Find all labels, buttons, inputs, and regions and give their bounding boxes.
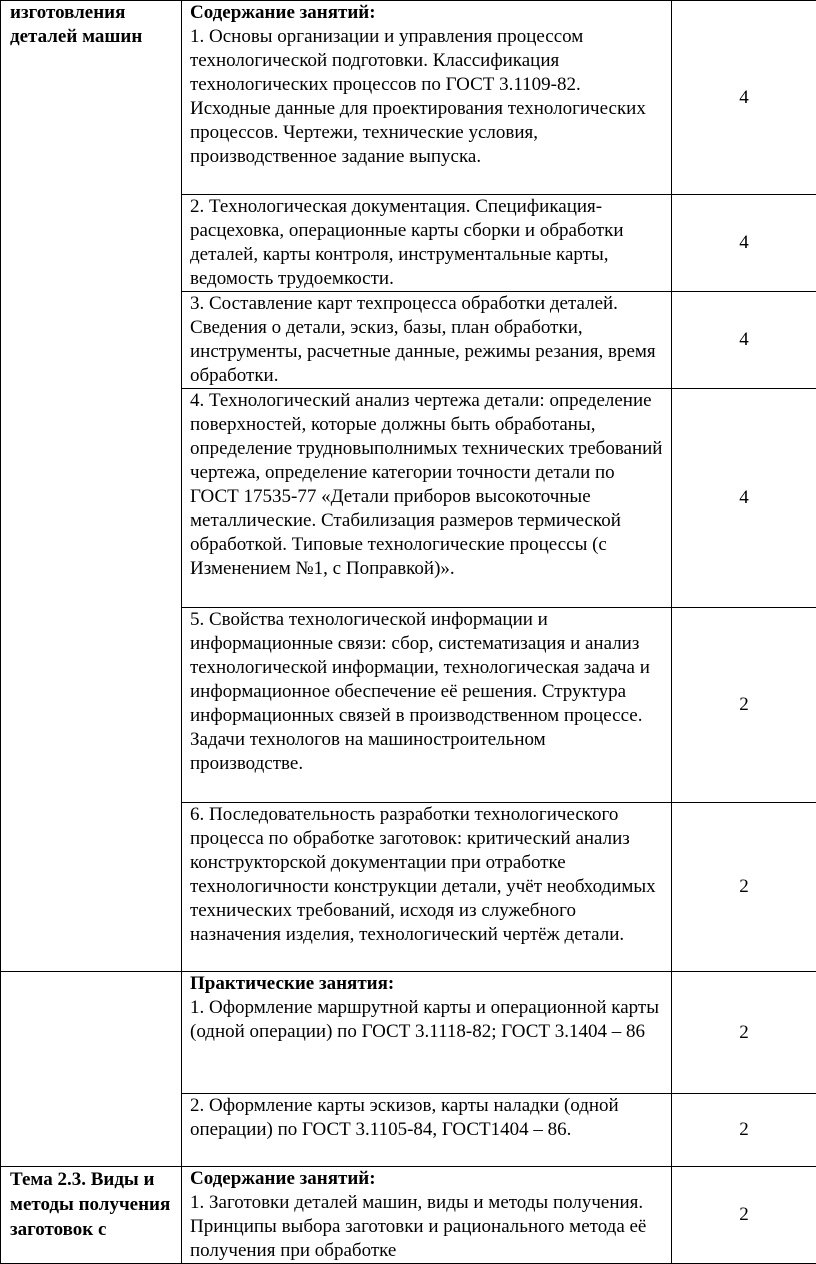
content-cell xyxy=(182,1,672,195)
lesson-text: 1. Заготовки деталей машин, виды и методы получения. Принципы выбора заготовки и рационального метода её получения при обработке xyxy=(190,1191,663,1263)
content-cell xyxy=(182,195,672,292)
hours-value: 2 xyxy=(739,1119,749,1140)
content-cell xyxy=(182,803,672,972)
content-cell xyxy=(182,389,672,608)
lesson-text: 2. Технологическая документация. Спецификация-расцеховка, операционные карты сборки и обработки деталей, карты контроля, инструментальные карты, ведомость трудоемкости. xyxy=(190,195,663,291)
topic-title: изготовления деталей машин xyxy=(10,2,142,47)
hours-value: 2 xyxy=(739,694,749,715)
content-cell xyxy=(182,292,672,389)
table-row xyxy=(1,1,816,195)
lesson-text: 1. Основы организации и управления процессом технологической подготовки. Классификация технологических процессов по ГОСТ 3.1109-82. Исходные данные для проектирования технологических процессов. Чертежи, технические условия, производственное задание выпуска. xyxy=(190,25,663,169)
hours-cell xyxy=(672,292,816,389)
content-cell xyxy=(182,972,672,1094)
lesson-text: 6. Последовательность разработки технологического процесса по обработке заготовок: критический анализ конструкторской документации при отработке технологичности конструкции детали, учёт необходимых технических требований, исходя из служебного назначения изделия, технологический чертёж детали. xyxy=(190,803,663,947)
section-header: Содержание занятий: xyxy=(190,1,663,25)
hours-value: 2 xyxy=(739,1022,749,1043)
hours-cell xyxy=(672,608,816,803)
hours-cell xyxy=(672,389,816,608)
topic-cell xyxy=(1,972,182,1167)
table-row xyxy=(1,1167,816,1264)
hours-value: 4 xyxy=(739,487,749,508)
lesson-text: 1. Оформление маршрутной карты и операционной карты (одной операции) по ГОСТ 3.1118-82; ГОСТ 3.1404 – 86 xyxy=(190,996,663,1044)
content-cell xyxy=(182,608,672,803)
hours-cell xyxy=(672,1094,816,1167)
hours-cell xyxy=(672,1167,816,1264)
hours-value: 2 xyxy=(739,876,749,897)
hours-value: 4 xyxy=(739,232,749,253)
lesson-text: 3. Составление карт техпроцесса обработки деталей. Сведения о детали, эскиз, базы, план обработки, инструменты, расчетные данные, режимы резания, время обработки. xyxy=(190,292,663,388)
table-row xyxy=(1,972,816,1094)
hours-value: 4 xyxy=(739,87,749,108)
content-cell xyxy=(182,1167,672,1264)
hours-cell xyxy=(672,195,816,292)
hours-value: 4 xyxy=(739,329,749,350)
lesson-text: 5. Свойства технологической информации и информационные связи: сбор, систематизация и анализ технологической информации, технологическая задача и информационное обеспечение её решения. Структура информационных связей в производственном процессе. Задачи технологов на машиностроительном производстве. xyxy=(190,608,663,776)
lesson-text: 2. Оформление карты эскизов, карты наладки (одной операции) по ГОСТ 3.1105-84, ГОСТ1404 – 86. xyxy=(190,1094,663,1142)
content-cell xyxy=(182,1094,672,1167)
section-header: Практические занятия: xyxy=(190,972,663,996)
topic-cell xyxy=(1,1,182,972)
topic-title: Тема 2.3. Виды и методы получения заготовок с xyxy=(10,1169,170,1240)
hours-value: 2 xyxy=(739,1204,749,1225)
section-header: Содержание занятий: xyxy=(190,1167,663,1191)
topic-cell xyxy=(1,1167,182,1264)
lesson-text: 4. Технологический анализ чертежа детали: определение поверхностей, которые должны быть обработаны, определение трудновыполнимых технических требований чертежа, определение категории точности детали по ГОСТ 17535-77 «Детали приборов высокоточные металлические. Стабилизация размеров термической обработкой. Типовые технологические процессы (с Изменением №1, с Поправкой)». xyxy=(190,389,663,581)
hours-cell xyxy=(672,803,816,972)
hours-cell xyxy=(672,972,816,1094)
hours-cell xyxy=(672,1,816,195)
